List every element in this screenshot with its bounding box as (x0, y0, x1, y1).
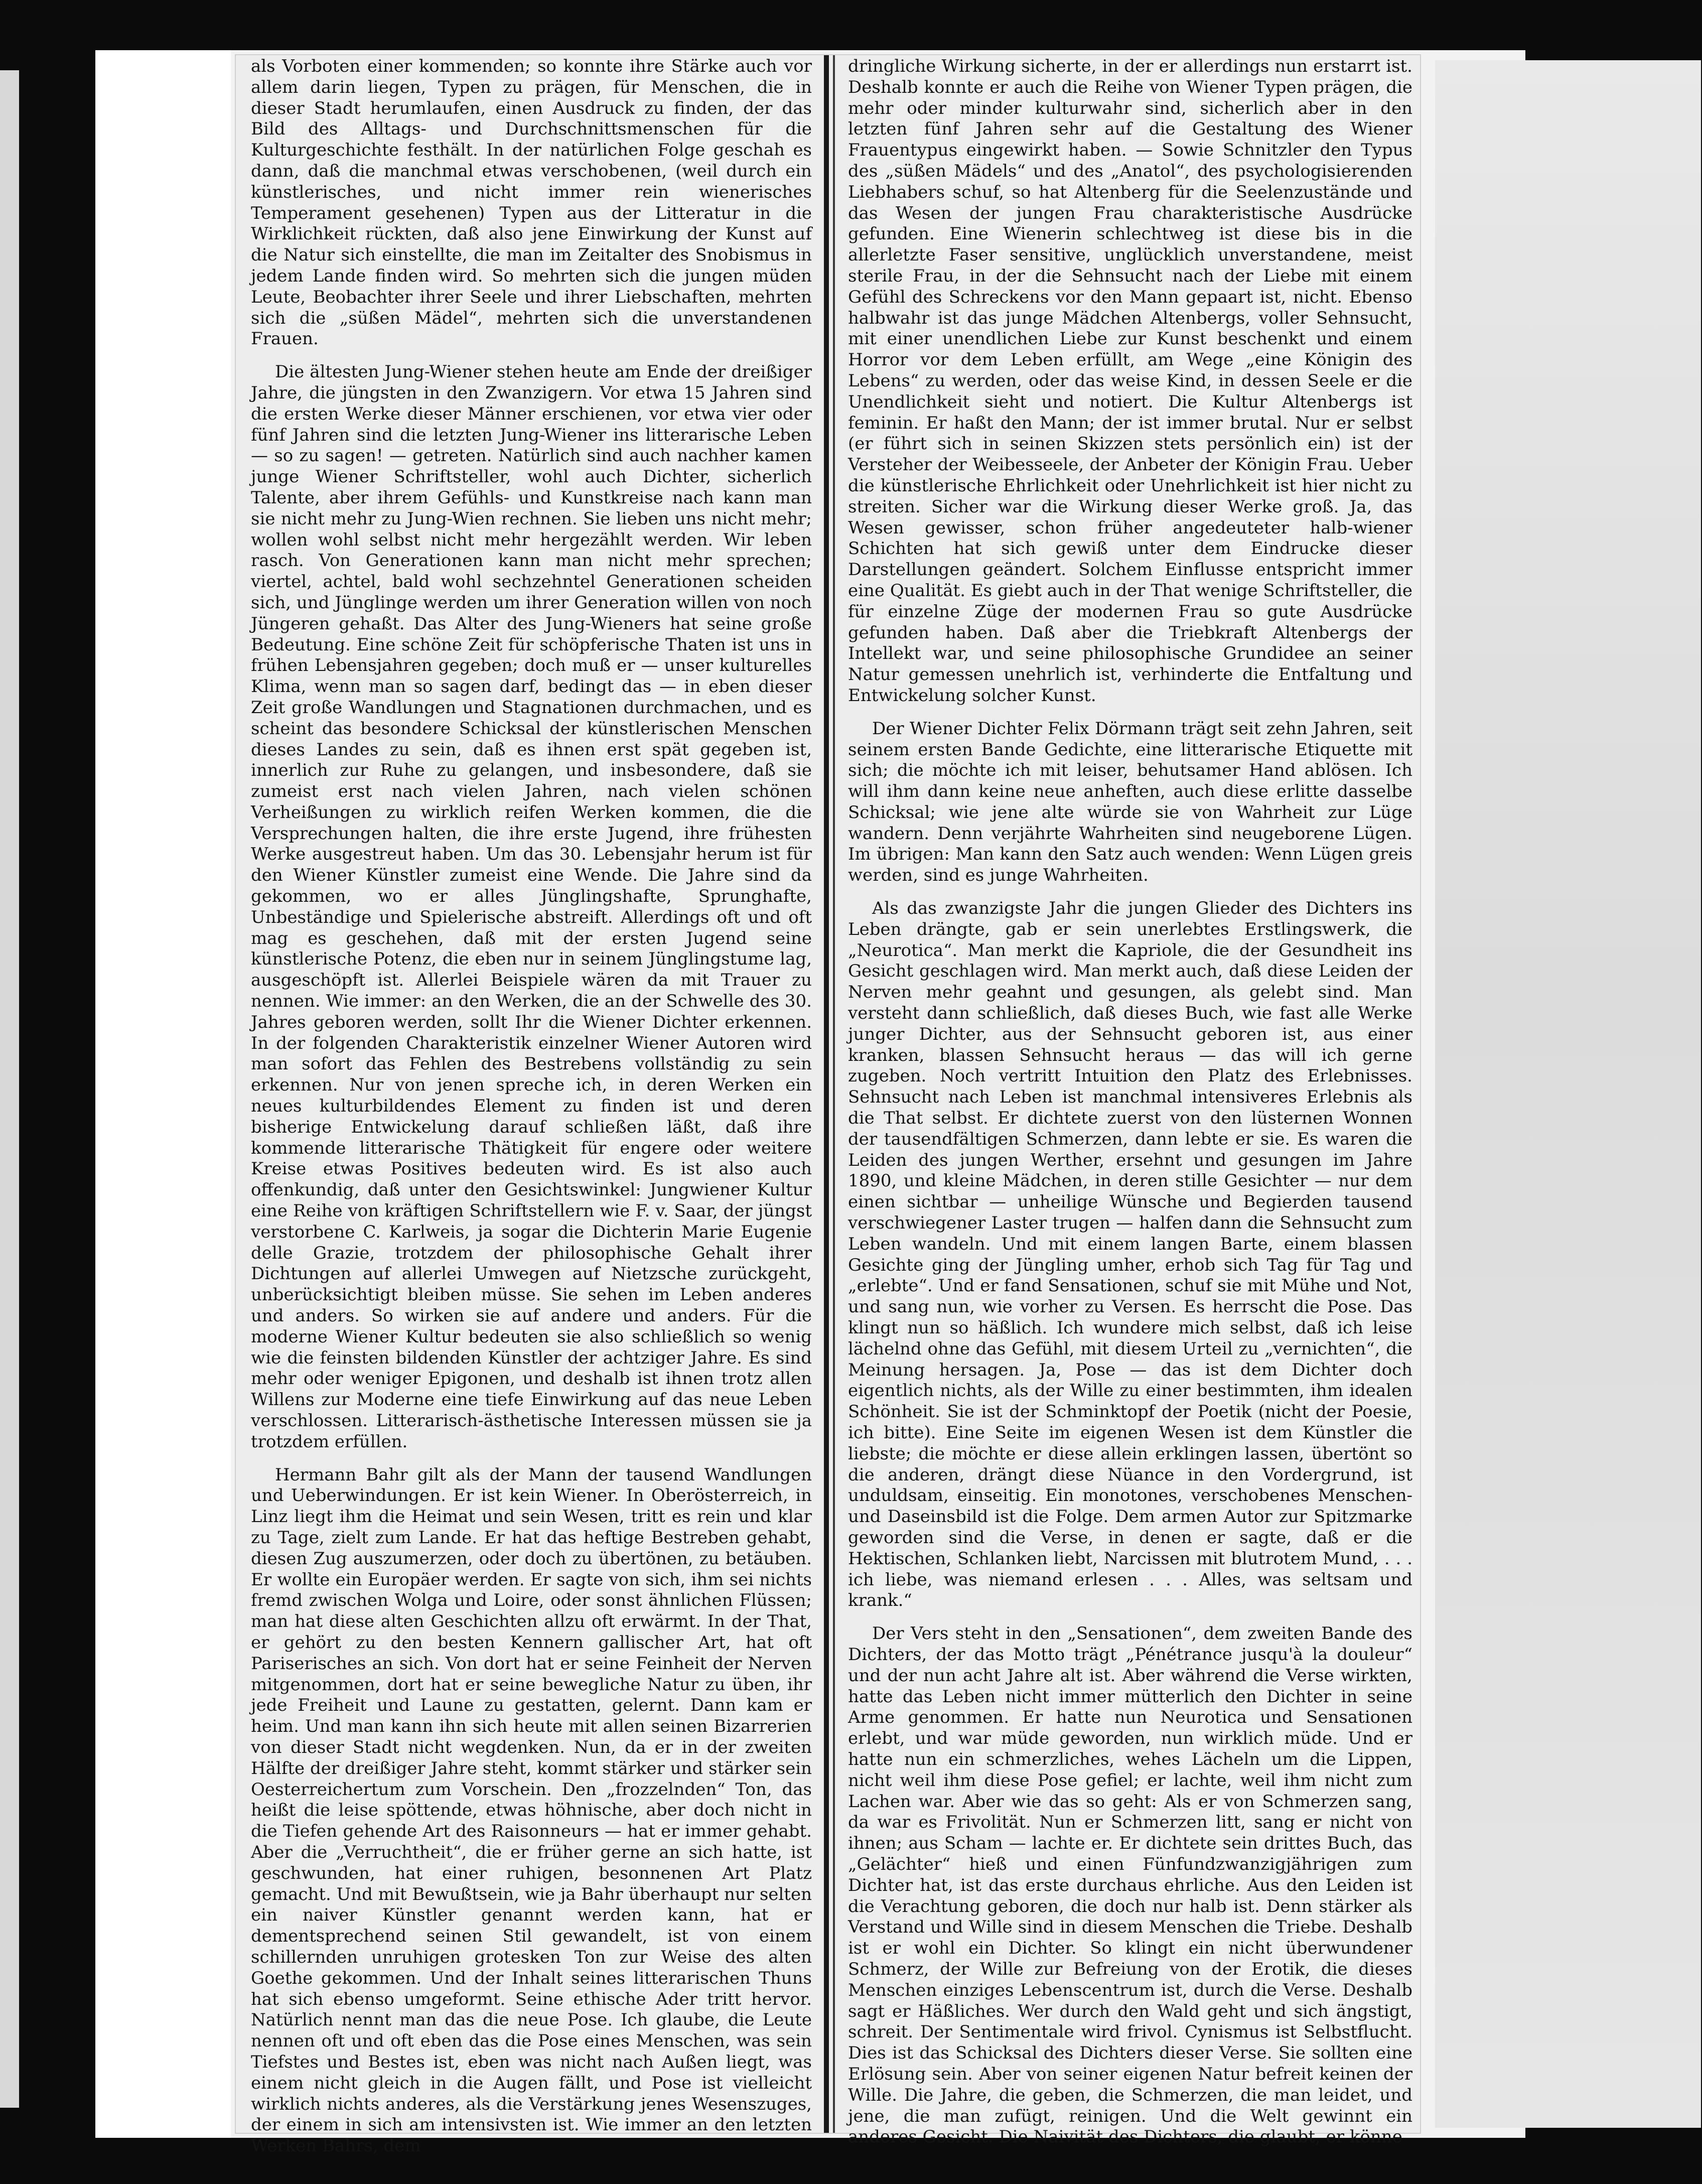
paragraph: als Vorboten einer kommenden; so konnte ihre Stärke auch vor allem darin liegen, Typen zu prägen, für Menschen, die in dieser Stadt herumlaufen, einen Ausdruck zu finden, der das Bild des Alltags- und Durchschnittsmenschen für die Kulturgeschichte festhält. In der natürlichen Folge geschah es dann, daß die manchmal etwas verschobenen, (weil durch ein künstlerisches, und nicht immer rein wienerisches Temperament gesehenen) Typen aus der Litteratur in die Wirklichkeit rückten, daß also jene Einwirkung der Kunst auf die Natur sich einstellte, die man im Zeitalter des Snobismus in jedem Lande finden wird. So mehrten sich die jungen müden Leute, Beobachter ihrer Seele und ihrer Liebschaften, mehrten sich die „süßen Mädel“, mehrten sich die unverstandenen Frauen. (251, 56, 812, 349)
column-rule (824, 55, 829, 2133)
left-column (251, 56, 812, 2156)
scan-left-strip (0, 70, 19, 2108)
column-rule-inner (833, 55, 835, 2133)
mounting-board-margin (95, 50, 231, 2138)
paragraph: Der Wiener Dichter Felix Dörmann trägt seit zehn Jahren, seit seinem ersten Bande Gedichte, eine litterarische Etiquette mit sich; die möchte ich mit leiser, behutsamer Hand ablösen. Ich will ihm dann keine neue anheften, auch diese erlitte dasselbe Schicksal; wie jene alte würde sie von Wahrheit zur Lüge wandern. Denn verjährte Wahrheiten sind neugeborene Lügen. Im übrigen: Man kann den Satz auch wenden: Wenn Lügen greis werden, sind es junge Wahrheiten. (848, 718, 1412, 886)
paragraph: Als das zwanzigste Jahr die jungen Glieder des Dichters ins Leben drängte, gab er sein unerlebtes Erstlingswerk, die „Neurotica“. Man merkt die Kapriole, die der Gesundheit ins Gesicht geschlagen wird. Man merkt auch, daß diese Leiden der Nerven mehr geahnt und gesungen, als gelebt sind. Man versteht dann schließlich, daß dieses Buch, wie fast alle Werke junger Dichter, aus der Sehnsucht geboren ist, aus einer kranken, blassen Sehnsucht heraus — das will ich gerne zugeben. Noch vertritt Intuition den Platz des Erlebnisses. Sehnsucht nach Leben ist manchmal intensiveres Erlebnis als die That selbst. Er dichtete zuerst von den lüsternen Wonnen der tausendfältigen Schmerzen, dann lebte er sie. Es waren die Leiden des jungen Werther, ersehnt und gesungen im Jahre 1890, und kleine Mädchen, in deren stille Gesichter — nur dem einen sichtbar — unheilige Wünsche und Begierden tausend verschwiegener Laster trugen — halfen dann die Sehnsucht zum Leben wandeln. Und mit einem langen Barte, einem blassen Gesichte ging der Jüngling umher, erhob sich Tag für Tag und „erlebte“. Und er fand Sensationen, schuf sie mit Mühe und Not, und sang nun, wie vorher zu Versen. Es herrscht die Pose. Das klingt nun so häßlich. Ich wundere mich selbst, daß ich leise lächelnd ohne das Gefühl, mit diesem Urteil zu „vernichten“, die Meinung hersagen. Ja, Pose — das ist dem Dichter doch eigentlich nichts, als der Wille zu einer bestimmten, ihm idealen Schönheit. Sie ist der Schminktopf der Poetik (nicht der Poesie, ich bitte). Eine Seite im eigenen Wesen ist dem Künstler die liebste; die möchte er diese allein erklingen lassen, übertönt so die anderen, drängt diese Nüance in den Vordergrund, ist unduldsam, einseitig. Ein monotones, verschobenes Menschen- und Daseinsbild ist die Folge. Dem armen Autor zur Spitzmarke geworden sind die Verse, in denen er sagte, daß er die Hektischen, Schlanken liebt, Narcissen mit blutrotem Mund, . . . ich liebe, was niemand erlesen . . . Alles, was seltsam und krank.“ (848, 898, 1412, 1611)
scan-right-panel (1435, 60, 1701, 2128)
paragraph: Die ältesten Jung-Wiener stehen heute am Ende der dreißiger Jahre, die jüngsten in den Zwanzigern. Vor etwa 15 Jahren sind die ersten Werke dieser Männer erschienen, vor etwa vier oder fünf Jahren sind die letzten Jung-Wiener ins litterarische Leben — so zu sagen! — getreten. Natürlich sind auch nachher kamen junge Wiener Schriftsteller, wohl auch Dichter, sicherlich Talente, aber ihrem Gefühls- und Kunstkreise nach kann man sie nicht mehr zu Jung-Wien rechnen. Sie lieben uns nicht mehr; wollen wohl selbst nicht mehr hergezählt werden. Wir leben rasch. Von Generationen kann man nicht mehr sprechen; viertel, achtel, bald wohl sechzehntel Generationen scheiden sich, und Jünglinge werden um ihrer Generation willen von noch Jüngeren gehaßt. Das Alter des Jung-Wieners hat seine große Bedeutung. Eine schöne Zeit für schöpferische Thaten ist uns in frühen Lebensjahren gegeben; doch muß er — unser kulturelles Klima, wenn man so sagen darf, bedingt das — in eben dieser Zeit große Wandlungen und Stagnationen durchmachen, und es scheint das besondere Schicksal der künstlerischen Menschen dieses Landes zu sein, daß es ihnen erst spät gegeben ist, innerlich zur Ruhe zu gelangen, und insbesondere, daß sie zumeist erst nach vielen Jahren, nach vielen schönen Verheißungen zu wirklich reifen Werken kommen, die die Versprechungen halten, die ihre erste Jugend, ihre frühesten Werke ausgestreut haben. Um das 30. Lebensjahr herum ist für den Wiener Künstler zumeist eine Wende. Die Jahre sind da gekommen, wo er alles Jünglingshafte, Sprunghafte, Unbeständige und Spielerische abstreift. Allerdings oft und oft mag es geschehen, daß mit der ersten Jugend seine künstlerische Potenz, die eben nur in seinem Jünglingstume lag, ausgeschöpft ist. Allerlei Beispiele wären da mit Trauer zu nennen. Wie immer: an den Werken, die an der Schwelle des 30. Jahres geboren werden, sollt Ihr die Wiener Dichter erkennen. In der folgenden Charakteristik einzelner Wiener Autoren wird man sofort das Fehlen des Bestrebens vollständig zu sein erkennen. Nur von jenen spreche ich, in deren Werken ein neues kulturbildendes Element zu finden ist und deren bisherige Entwickelung darauf schließen läßt, daß ihre kommende litterarische Thätigkeit für engere oder weitere Kreise etwas Positives bedeuten wird. Es ist also auch offenkundig, daß unter den Gesichtswinkel: Jungwiener Kultur eine Reihe von kräftigen Schriftstellern wie F. v. Saar, der jüngst verstorbene C. Karlweis, ja sogar die Dichterin Marie Eugenie delle Grazie, trotzdem der philosophische Gehalt ihrer Dichtungen auf allerlei Umwegen auf Nietzsche zurückgeht, unberücksichtigt bleiben müsse. Sie sehen im Leben anderes und anders. So wirken sie auf andere und anders. Für die moderne Wiener Kultur bedeuten sie also schließlich so wenig wie die feinsten bildenden Künstler der achtziger Jahre. Es sind mehr oder weniger Epigonen, und deshalb ist ihnen trotz allen Willens zur Moderne eine tiefe Einwirkung auf das neue Leben verschlossen. Litterarisch-ästhetische Interessen müssen sie ja trotzdem erfüllen. (251, 362, 812, 1452)
right-column (848, 56, 1412, 2147)
paragraph: Der Vers steht in den „Sensationen“, dem zweiten Bande des Dichters, der das Motto trägt „Pénétrance jusqu'à la douleur“ und der nun acht Jahre alt ist. Aber während die Verse wirkten, hatte das Leben nicht immer mütterlich den Dichter in seine Arme genommen. Er hatte nun Neurotica und Sensationen erlebt, und war müde geworden, nun wirklich müde. Und er hatte nun ein schmerzliches, wehes Lächeln um die Lippen, nicht weil ihm diese Pose gefiel; er lachte, weil ihm nicht zum Lachen war. Aber wie das so geht: Als er von Schmerzen sang, da war es Frivolität. Nun er Schmerzen litt, sang er nicht von ihnen; aus Scham — lachte er. Er dichtete sein drittes Buch, das „Gelächter“ hieß und einen Fünfundzwanzigjährigen zum Dichter hat, ist das erste durchaus ehrliche. Aus den Leiden ist die Verachtung geboren, die doch nur halb ist. Denn stärker als Verstand und Wille sind in diesem Menschen die Triebe. Deshalb ist er wohl ein Dichter. So klingt ein nicht überwundener Schmerz, der Wille zur Befreiung von der Erotik, die dieses Menschen einziges Lebenscentrum ist, durch die Verse. Deshalb sagt er Häßliches. Wer durch den Wald geht und sich ängstigt, schreit. Der Sentimentale wird frivol. Cynismus ist Selbstflucht. Dies ist das Schicksal des Dichters dieser Verse. Sie sollten eine Erlösung sein. Aber von seiner eigenen Natur befreit keinen der Wille. Die Jahre, die geben, die Schmerzen, die man leidet, und jene, die man zufügt, reinigen. Und die Welt gewinnt ein anderes Gesicht. Die Naivität des Dichters, die glaubt, er könne (848, 1623, 1412, 2147)
paragraph: Hermann Bahr gilt als der Mann der tausend Wandlungen und Ueberwindungen. Er ist kein Wiener. In Oberösterreich, in Linz liegt ihm die Heimat und sein Wesen, tritt es rein und klar zu Tage, zielt zum Lande. Er hat das heftige Bestreben gehabt, diesen Zug auszumerzen, oder doch zu übertönen, zu betäuben. Er wollte ein Europäer werden. Er sagte von sich, ihm sei nichts fremd zwischen Wolga und Loire, oder sonst ähnlichen Flüssen; man hat diese alten Geschichten allzu oft erwärmt. In der That, er gehört zu den besten Kennern gallischer Art, hat oft Pariserisches an sich. Von dort hat er seine Feinheit der Nerven mitgenommen, dort hat er seine bewegliche Natur zu üben, ihr jede Freiheit und Laune zu gestatten, gelernt. Dann kam er heim. Und man kann ihn sich heute mit allen seinen Bizarrerien von dieser Stadt nicht wegdenken. Nun, da er in der zweiten Hälfte der dreißiger Jahre steht, kommt stärker und stärker sein Oesterreichertum zum Vorschein. Den „frozzelnden“ Ton, das heißt die leise spöttende, etwas höhnische, aber doch nicht in die Tiefen gehende Art des Raisonneurs — hat er immer gehabt. Aber die „Verruchtheit“, die er früher gerne an sich hatte, ist geschwunden, hat einer ruhigen, besonnenen Art Platz gemacht. Und mit Bewußtsein, wie ja Bahr überhaupt nur selten ein naiver Künstler genannt werden kann, hat er dementsprechend seinen Stil gewandelt, ist von einem schillernden unruhigen grotesken Ton zur Weise des alten Goethe gekommen. Und der Inhalt seines litterarischen Thuns hat sich ebenso umgeformt. Seine ethische Ader tritt hervor. Natürlich nennt man das die neue Pose. Ich glaube, die Leute nennen oft und oft eben das die Pose eines Menschen, was sein Tiefstes und Bestes ist, eben was nicht nach Außen liegt, was einem nicht gleich in die Augen fällt, und Pose ist vielleicht wirklich nichts anderes, als die Verstärkung jenes Wesenszuges, der einem in sich am intensivsten ist. Wie immer an den letzten Werken Bahrs, dem (251, 1464, 812, 2156)
paragraph: dringliche Wirkung sicherte, in der er allerdings nun erstarrt ist. Deshalb konnte er auch die Reihe von Wiener Typen prägen, die mehr oder minder kulturwahr sind, sicherlich aber in den letzten fünf Jahren sehr auf die Gestaltung des Wiener Frauentypus eingewirkt haben. — Sowie Schnitzler den Typus des „süßen Mädels“ und des „Anatol“, des psychologisierenden Liebhabers schuf, so hat Altenberg für die Seelenzustände und das Wesen der jungen Frau charakteristische Ausdrücke gefunden. Eine Wienerin schlechtweg ist diese bis in die allerletzte Faser sensitive, unglücklich unverstandene, meist sterile Frau, in der die Sehnsucht nach der Liebe mit einem Gefühl des Schreckens vor den Mann gepaart ist, nicht. Ebenso halbwahr ist das junge Mädchen Altenbergs, voller Sehnsucht, mit einer unendlichen Liebe zur Kunst beschenkt und einem Horror vor dem Leben erfüllt, am Wege „eine Königin des Lebens“ zu werden, oder das weise Kind, in dessen Seele er die Unendlichkeit sieht und notiert. Die Kultur Altenbergs ist feminin. Er haßt den Mann; der ist immer brutal. Nur er selbst (er führt sich in seinen Skizzen stets persönlich ein) ist der Versteher der Weibesseele, der Anbeter der Königin Frau. Ueber die künstlerische Ehrlichkeit oder Unehrlichkeit ist hier nicht zu streiten. Sicher war die Wirkung dieser Werke groß. Ja, das Wesen gewisser, schon früher angedeuteter halb-wiener Schichten hat sich gewiß unter dem Eindrucke dieser Darstellungen geändert. Solchem Einflusse entspricht immer eine Qualität. Es giebt auch in der That wenige Schriftsteller, die für einzelne Züge der modernen Frau so gute Ausdrücke gefunden haben. Daß aber die Triebkraft Altenbergs der Intellekt war, und seine philosophische Grundidee an seiner Natur gemessen unehrlich ist, verhinderte die Entfaltung und Entwickelung solcher Kunst. (848, 56, 1412, 706)
